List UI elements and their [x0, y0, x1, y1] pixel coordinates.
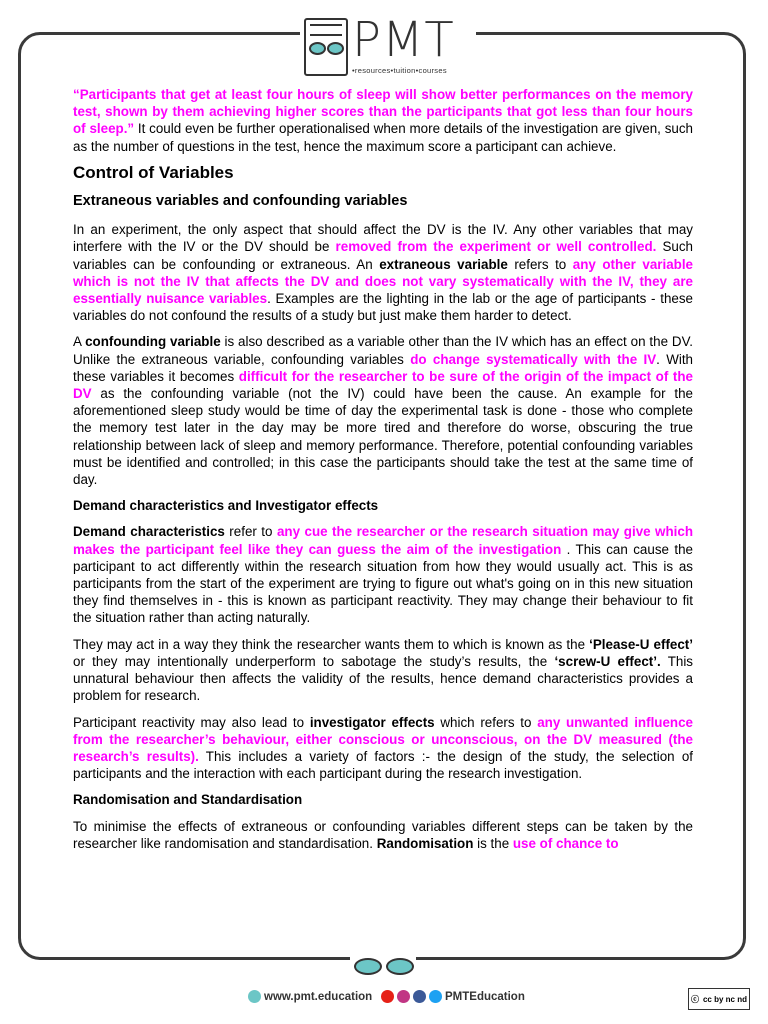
- paragraph-confounding: A confounding variable is also described as a variable other than the IV which has an effect on the DV. Unlike the extraneous variable, confounding variables do change systematically with the IV. With these variables it becomes difficult for the researcher to be sure of the origin of the impact of the DV as the confounding variable (not the IV) could have been the cause. An example for the aforementioned sleep study would be time of day the experimental task is done - those who complete the memory test later in the day may be more tired and therefore do worse, obscuring the true relationship between lack of sleep and memory performance. Therefore, potential confounding variables must be identified and controlled; in this case the participants should take the test at the same time of day.: [73, 334, 694, 488]
- eyes-icon: [350, 954, 416, 976]
- cursor-icon: [248, 990, 261, 1003]
- paragraph-randomisation: To minimise the effects of extraneous or confounding variables different steps can be taken by the researcher like randomisation and standardisation. Randomisation is the use of chance to: [73, 818, 693, 851]
- book-icon: [304, 18, 348, 76]
- twitter-icon: [429, 990, 442, 1003]
- cc-icon: ⓒ: [690, 994, 699, 1004]
- heading-randomisation: Randomisation and Standardisation: [73, 792, 303, 808]
- footer-social[interactable]: PMTEducation: [381, 990, 525, 1003]
- license-label: cc by nc nd: [702, 994, 747, 1004]
- footer-website[interactable]: www.pmt.education: [248, 990, 372, 1003]
- paragraph-please-u: They may act in a way they think the researcher wants them to which is known as the ‘Please-U effect’ or they may intentionally underperform to sabotage the study’s results, the ‘screw-U effect’. This unnatural behaviour then affects the validity of the results, hence demand characteristics provides a problem for research.: [73, 636, 693, 704]
- paragraph-extraneous: In an experiment, the only aspect that should affect the DV is the IV. Any other variables that may interfere with the IV or the DV should be removed from the experiment or well controlled. Such variables can be confounding or extraneous. An extraneous variable refers to any other variable which is not the IV that affects the DV and does not vary systematically with the IV, they are essentially nuisance variables. Examples are the lighting in the lab or the age of participants - these variables do not confound the results of a study but just make them harder to detect.: [73, 222, 693, 324]
- logo-tagline: •resources•tuition•courses: [352, 66, 447, 75]
- instagram-icon: [397, 990, 410, 1003]
- youtube-icon: [381, 990, 394, 1003]
- heading-demand-characteristics: Demand characteristics and Investigator effects: [73, 498, 379, 514]
- paragraph-investigator-effects: Participant reactivity may also lead to investigator effects which refers to any unwanted influence from the researcher’s behaviour, either conscious or unconscious, on the DV measured (the research’s results). This includes a variety of factors :- the design of the study, the selection of participants and the interaction with each participant during the research investigation.: [73, 714, 693, 782]
- footer: [0, 990, 768, 1010]
- paragraph-hypothesis: “Participants that get at least four hours of sleep will show better performances on the memory test, shown by them achieving higher scores than the participants that got less than four hours of sleep.” It could even be further operationalised when more details of the investigation are given, such as the number of questions in the test, hence the maximum score a participant can achieve.: [73, 87, 693, 154]
- logo-text: PMT: [352, 12, 455, 68]
- pmt-logo: [300, 12, 476, 78]
- facebook-icon: [413, 990, 426, 1003]
- paragraph-demand: Demand characteristics refer to any cue the researcher or the research situation may give which makes the participant feel like they can guess the aim of the investigation . This can cause the participant to act differently within the research situation from how they would usually act. This is as participants from the start of the experiment are trying to figure out what's going on in this new situation they find themselves in - this is known as participant reactivity. They may change their behaviour to fit the situation rather than acting naturally.: [73, 524, 693, 626]
- heading-control-of-variables: Control of Variables: [73, 162, 234, 182]
- heading-extraneous-confounding: Extraneous variables and confounding variables: [73, 193, 408, 210]
- creative-commons-badge: [688, 988, 750, 1010]
- document-body: [73, 86, 693, 861]
